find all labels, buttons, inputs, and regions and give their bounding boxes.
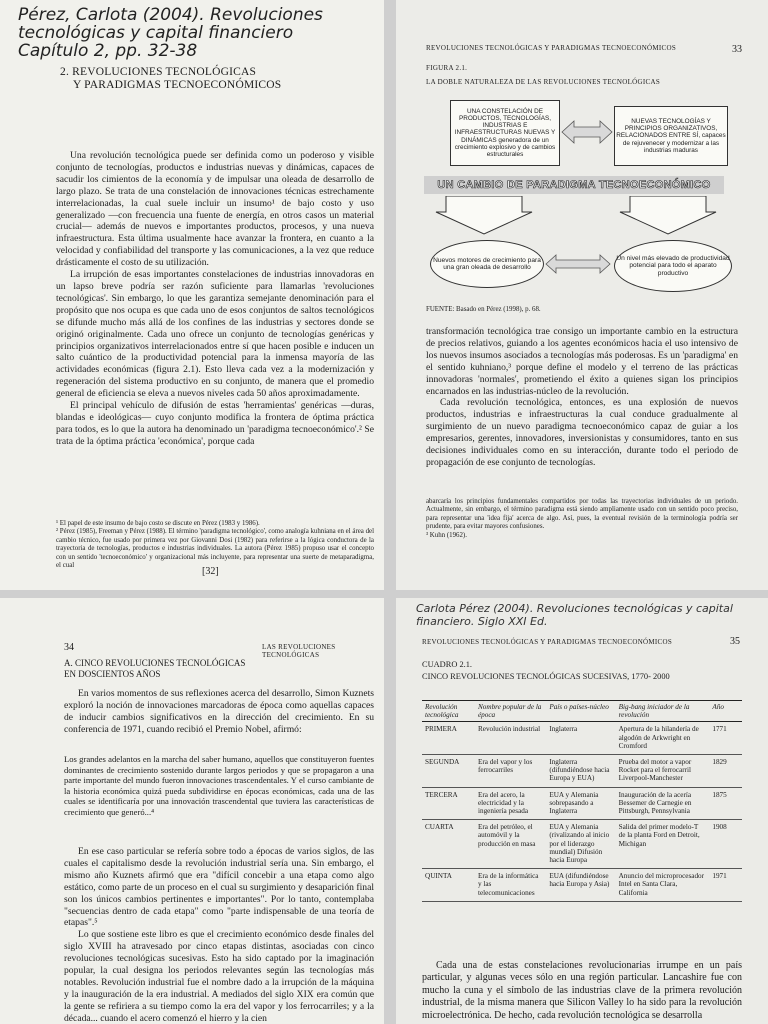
paragraph: Una revolución tecnológica puede ser definida como un poderoso y visible conjunto de tecnologías, productos e industrias nuevas y dinámicas, capaces de sacudir los cimientos de la economía y de impulsar una oleada de desarrollo de largo plazo. Se trata de una constelación de innovaciones técnicas estrechamente interrelacionadas, la cual suele incluir un insumo¹ de bajo costo y uso generalizado —con frecuencia una fuente de energía, en otros casos un material crucial— además de nuevos e importantes productos, procesos, y una nueva infraestructura. Esta última usualmente hace avanzar la frontera, en cuanto a la velocidad y confiabilidad del transporte y las comunicaciones, a la vez que reduce drásticamente el costo de su utilización. bbox=[56, 150, 374, 269]
page-number: 35 bbox=[730, 636, 740, 647]
table-cell: 1829 bbox=[709, 755, 742, 788]
double-arrow-icon bbox=[560, 118, 614, 146]
table-row bbox=[422, 787, 742, 820]
table-title: CINCO REVOLUCIONES TECNOLÓGICAS SUCESIVAS, 1770- 2000 bbox=[422, 672, 670, 681]
table-cell: EUA (difundiéndose hacia Europa y Asia) bbox=[546, 869, 615, 902]
table-row bbox=[422, 722, 742, 755]
table-cell: CUARTA bbox=[422, 820, 475, 869]
table-cell: Era de la informática y las telecomunicaciones bbox=[475, 869, 546, 902]
table-cell: Apertura de la hilandería de algodón de Arkwright en Cromford bbox=[616, 722, 710, 755]
table-row bbox=[422, 755, 742, 788]
figure-label: FIGURA 2.1. bbox=[426, 64, 468, 72]
table-cell: Prueba del motor a vapor Rocket para el ferrocarril Liverpool-Manchester bbox=[616, 755, 710, 788]
body-text bbox=[64, 846, 374, 1024]
page-number: 33 bbox=[732, 44, 742, 55]
table-cell: QUINTA bbox=[422, 869, 475, 902]
footnotes bbox=[56, 520, 374, 570]
column-header: Nombre popular de la época bbox=[475, 701, 546, 722]
column-header: Año bbox=[709, 701, 742, 722]
footnotes bbox=[426, 498, 738, 540]
down-arrow-icon bbox=[618, 196, 718, 236]
constellation-box: UNA CONSTELACIÓN DE PRODUCTOS, TECNOLOGÍAS, INDUSTRIAS E INFRAESTRUCTURAS NUEVAS Y DINÁMICAS generadora de un crecimiento explosivo y de cambios estructurales bbox=[450, 100, 560, 166]
footnote: ¹ El papel de este insumo de bajo costo se discute en Pérez (1983 y 1986). bbox=[56, 520, 260, 527]
figure-source: FUENTE: Basado en Pérez (1998), p. 68. bbox=[426, 306, 541, 313]
growth-engines-ellipse: Nuevos motores de crecimiento para una gran oleada de desarrollo bbox=[430, 240, 544, 288]
table-cell: 1908 bbox=[709, 820, 742, 869]
section-heading: A. CINCO REVOLUCIONES TECNOLÓGICAS EN DOSCIENTOS AÑOS bbox=[64, 658, 246, 679]
double-arrow-icon bbox=[544, 252, 612, 276]
table-header-row bbox=[422, 701, 742, 722]
running-header: REVOLUCIONES TECNOLÓGICAS Y PARADIGMAS TECNOECONÓMICOS bbox=[422, 638, 673, 646]
table-cell: TERCERA bbox=[422, 787, 475, 820]
productivity-ellipse: Un nivel más elevado de productividad potencial para todo el aparato productivo bbox=[614, 240, 732, 292]
page-number: 34 bbox=[64, 642, 74, 653]
table-cell: Revolución industrial bbox=[475, 722, 546, 755]
table-cell: EUA y Alemania (rivalizando al inicio por el liderazgo mundial) Difusión hacia Europa bbox=[546, 820, 615, 869]
footnote: ² Pérez (1985), Freeman y Pérez (1988). El término 'paradigma tecnológico', como analogía kuhniana en el área del cambio técnico, fue usado por primera vez por Giovanni Dosi (1982) para referirse a la lógica conductora de la trayectoria de tecnologías, productos e industrias individuales. La autora (Pérez 1985) propuso usar el concepto con un sentido 'tecnoeconómico' y organizacional más incluyente, para representar una suerte de metaparadigma, el cual bbox=[56, 528, 374, 570]
column-header: País o países-núcleo bbox=[546, 701, 615, 722]
running-header: LAS REVOLUCIONES TECNOLÓGICAS bbox=[262, 643, 336, 659]
body-text bbox=[426, 326, 738, 469]
paradigm-banner: UN CAMBIO DE PARADIGMA TECNOECONÓMICO bbox=[424, 176, 724, 194]
table-cell: 1875 bbox=[709, 787, 742, 820]
revolutions-table bbox=[422, 700, 742, 902]
page-34 bbox=[0, 598, 384, 1024]
running-header: REVOLUCIONES TECNOLÓGICAS Y PARADIGMAS TECNOECONÓMICOS bbox=[426, 44, 677, 52]
intro-paragraph bbox=[64, 688, 374, 736]
column-header: Big-bang iniciador de la revolución bbox=[616, 701, 710, 722]
table-row bbox=[422, 820, 742, 869]
footnote: abarcaría los principios fundamentales compartidos por todas las trayectorias individuales de un periodo. Actualmente, sin embargo, el término paradigma está siendo ampliamente usado con un sentido poco preciso, para representar una 'idea fija' acerca de algo. Así, pues, la eventual revisión de la terminología podría ser prudente, para evitar mayores confusiones. bbox=[426, 498, 738, 531]
table-cell: SEGUNDA bbox=[422, 755, 475, 788]
table-row bbox=[422, 869, 742, 902]
table-cell: Anuncio del microprocesador Intel en Santa Clara, California bbox=[616, 869, 710, 902]
body-text bbox=[422, 960, 742, 1022]
table-cell: Era del petróleo, el automóvil y la producción en masa bbox=[475, 820, 546, 869]
paragraph: En varios momentos de sus reflexiones acerca del desarrollo, Simon Kuznets exploró la noción de innovaciones marcadoras de época como aquellas capaces de inducir cambios significativos en la dirección del crecimiento. En su conferencia de 1971, cuando recibió el Premio Nobel, afirmó: bbox=[64, 688, 374, 735]
footnote: ³ Kuhn (1962). bbox=[426, 531, 467, 539]
page-33 bbox=[396, 0, 768, 590]
table-cell: 1971 bbox=[709, 869, 742, 902]
paragraph: Cada revolución tecnológica, entonces, es una explosión de nuevos productos, industrias e infraestructuras la cual conduce gradualmente al surgimiento de un nuevo paradigma tecnoeconómico capaz de guiar a los empresarios, gerentes, innovadores, inversionistas y consumidores, tanto en sus decisiones individuales como en su interacción, durante todo el periodo de propagación de ese conjunto de tecnologías. bbox=[426, 397, 738, 468]
table-cell: 1771 bbox=[709, 722, 742, 755]
figure-title: LA DOBLE NATURALEZA DE LAS REVOLUCIONES TECNOLÓGICAS bbox=[426, 78, 661, 86]
paragraph: En ese caso particular se refería sobre todo a épocas de varios siglos, de las cuales el capitalismo desde la revolución industrial sería una. Sin embargo, el mismo año Kuznets afirmó que era "difícil concebir a una etapa como algo estático, como parte de un proceso en el cual su surgimiento y desaparición final son los únicos cambios pertinentes e importantes". Por lo tanto, contemplaba "secuencias dentro de cada etapa" como "parte indispensable de una teoría de etapas".⁵ bbox=[64, 846, 374, 929]
paragraph: Lo que sostiene este libro es que el crecimiento económico desde finales del siglo XVIII ha atravesado por cinco etapas distintas, asociadas con cinco revoluciones tecnológicas sucesivas. Esto ha sido captado por la imaginación popular, la cual designa los periodos relevantes según las tecnologías más notables. Revolución industrial fue el nombre dado a la irrupción de la máquina y la inauguración de la era industrial. A mediados del siglo XIX era común que la gente se refiriera a su tiempo como la era del vapor y los ferrocarriles; y a la década... cuando el acero comenzó el hierro y la cien bbox=[64, 929, 374, 1024]
page-number: [32] bbox=[202, 566, 219, 577]
table-cell: PRIMERA bbox=[422, 722, 475, 755]
handwritten-note: Carlota Pérez (2004). Revoluciones tecnológicas y capital financiero. Siglo XXI Ed. bbox=[416, 602, 733, 628]
table-cell: Inglaterra (difundiéndose hacia Europa y EUA) bbox=[546, 755, 615, 788]
handwritten-citation: Pérez, Carlota (2004). Revoluciones tecnológicas y capital financiero Capítulo 2, pp. 32-38 bbox=[18, 5, 323, 61]
paradigm-box: NUEVAS TECNOLOGÍAS Y PRINCIPIOS ORGANIZATIVOS, RELACIONADOS ENTRE SÍ, capaces de rejuvenecer y modernizar a las industrias maduras bbox=[614, 106, 728, 166]
chapter-heading: 2. REVOLUCIONES TECNOLÓGICAS Y PARADIGMAS TECNOECONÓMICOS bbox=[60, 66, 282, 91]
table-cell: Era del vapor y los ferrocarriles bbox=[475, 755, 546, 788]
table-cell: Salida del primer modelo-T de la planta Ford en Detroit, Michigan bbox=[616, 820, 710, 869]
column-header: Revolución tecnológica bbox=[422, 701, 475, 722]
paragraph: La irrupción de esas importantes constelaciones de industrias innovadoras en un lapso breve podría ser razón suficiente para llamarlas 'revoluciones tecnológicas'. Sin embargo, lo que les garantiza semejante denominación para el propósito que nos ocupa es que cada uno de esos conjuntos de saltos tecnológicos se difunde mucho más allá de los confines de las industrias y sectores donde se originó originalmente. Cada uno ofrece un conjunto de tecnologías genéricas y principios organizativos interrelacionados entre sí que hacen posible e inducen un salto cuántico de la productividad potencial para la inmensa mayoría de las actividades económicas (figura 2.1). Esto lleva cada vez a la modernización y regeneración del sistema productivo en su conjunto, de manera que el promedio general de eficiencia se eleva a nuevos niveles cada 50 años aproximadamente. bbox=[56, 269, 374, 400]
table-cell: EUA y Alemania sobrepasando a Inglaterra bbox=[546, 787, 615, 820]
table-cell: Inauguración de la acería Bessemer de Carnegie en Pittsburgh, Pennsylvania bbox=[616, 787, 710, 820]
paragraph: Cada una de estas constelaciones revolucionarias irrumpe en un país particular, y algunas veces sólo en una región particular. Lancashire fue con mucho la cuna y el símbolo de las industrias clave de la primera revolución industrial, de la misma manera que Silicon Valley lo ha sido para la revolución microelectrónica. De hecho, cada revolución tecnológica se desarrolla bbox=[422, 960, 742, 1021]
body-text bbox=[56, 150, 374, 448]
table-cell: Era del acero, la electricidad y la ingeniería pesada bbox=[475, 787, 546, 820]
paragraph: El principal vehículo de difusión de estas 'herramientas' genéricas —duras, blandas e ideológicas— cuyo conjunto modifica la frontera de óptima práctica para todos, es lo que la autora ha denominado un 'paradigma tecnoeconómico'.² Se trata de la óptima práctica 'económica', porque cada bbox=[56, 400, 374, 447]
paragraph: transformación tecnológica trae consigo un importante cambio en la estructura de precios relativos, guiando a los agentes económicos hacia el uso intensivo de los nuevos insumos asociados a tecnologías más poderosas. Es un 'paradigma' en el sentido kuhniano,³ porque define el modelo y el terreno de las prácticas innovadoras 'normales', prometiendo el éxito a quienes sigan los principios encarnados en las industrias-núcleo de la revolución. bbox=[426, 326, 738, 397]
table-cell: Inglaterra bbox=[546, 722, 615, 755]
down-arrow-icon bbox=[434, 196, 534, 236]
page-32 bbox=[0, 0, 384, 590]
block-quote: Los grandes adelantos en la marcha del saber humano, aquellos que constituyeron fuentes dominantes de crecimiento sostenido durante largos periodos y que se propagaron a una parte importante del mundo fueron innovaciones trascendentales. Y el curso cambiante de la historia económica quizá pueda subdividirse en épocas económicas, cada una de las cuales se identificaría por una innovación trascendental que tuviera las características de crecimiento que generó...⁴ bbox=[64, 754, 374, 817]
table-label: CUADRO 2.1. bbox=[422, 660, 473, 669]
page-35 bbox=[396, 598, 768, 1024]
